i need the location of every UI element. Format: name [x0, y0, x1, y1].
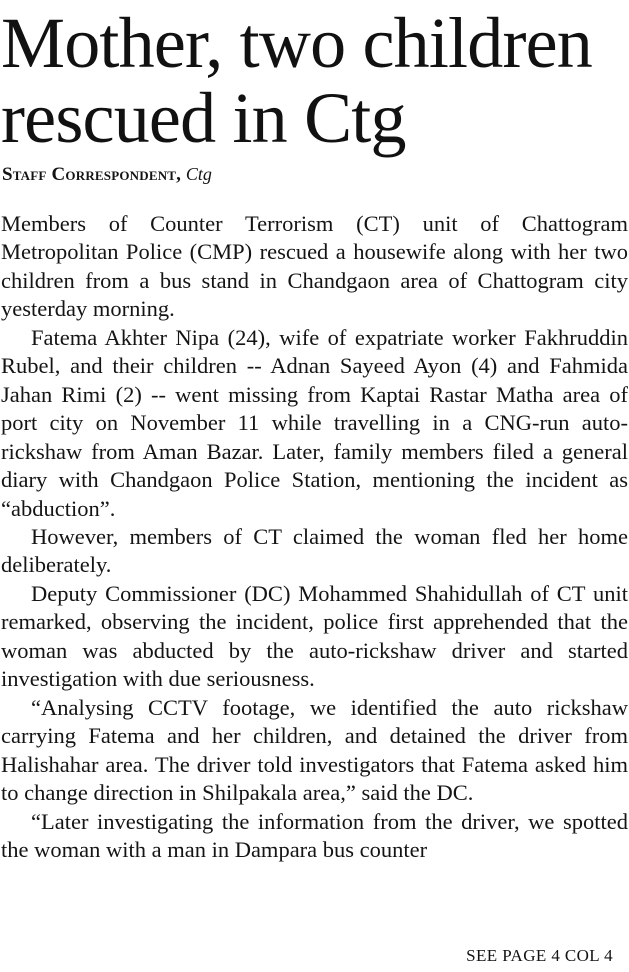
paragraph-2: Fatema Akhter Nipa (24), wife of expatriate worker Fakhruddin Rubel, and their children -- Adnan Sayeed Ayon (4) and Fahmida Jahan Rimi (2) -- went missing from Kaptai Rastar Matha area of port city on November 11 while travelling in a CNG-run auto-rickshaw from Aman Bazar. Later, family members filed a general diary with Chandgaon Police Station, mentioning the incident as “abduction”. [1, 324, 628, 521]
paragraph-4: Deputy Commissioner (DC) Mohammed Shahidullah of CT unit remarked, observing the incident, police first apprehended that the woman was abducted by the auto-rickshaw driver and started investigation with due seriousness. [1, 580, 628, 692]
headline [1, 3, 627, 158]
byline [2, 162, 212, 187]
byline-location: Ctg [185, 164, 212, 184]
paragraph-3: However, members of CT claimed the woman fled her home deliberately. [1, 523, 628, 578]
paragraph-5: “Analysing CCTV footage, we identified the auto rickshaw carrying Fatema and her children, and detained the driver from Halishahar area. The driver told investigators that Fatema asked him to change direction in Shilpakala area,” said the DC. [1, 694, 628, 806]
byline-name: Staff Correspondent, [2, 164, 182, 185]
paragraph-1: Members of Counter Terrorism (CT) unit of Chattogram Metropolitan Police (CMP) rescued a housewife along with her two children from a bus stand in Chandgaon area of Chattogram city yesterday morning. [1, 211, 628, 322]
headline-line-1: Mother, two children [1, 3, 592, 83]
continued-on-page: SEE PAGE 4 COL 4 [466, 946, 613, 965]
paragraph-6: “Later investigating the information from the driver, we spotted the woman with a man in Dampara bus counter [1, 808, 628, 862]
headline-line-2: rescued in Ctg [1, 78, 406, 158]
article-body [1, 210, 628, 864]
